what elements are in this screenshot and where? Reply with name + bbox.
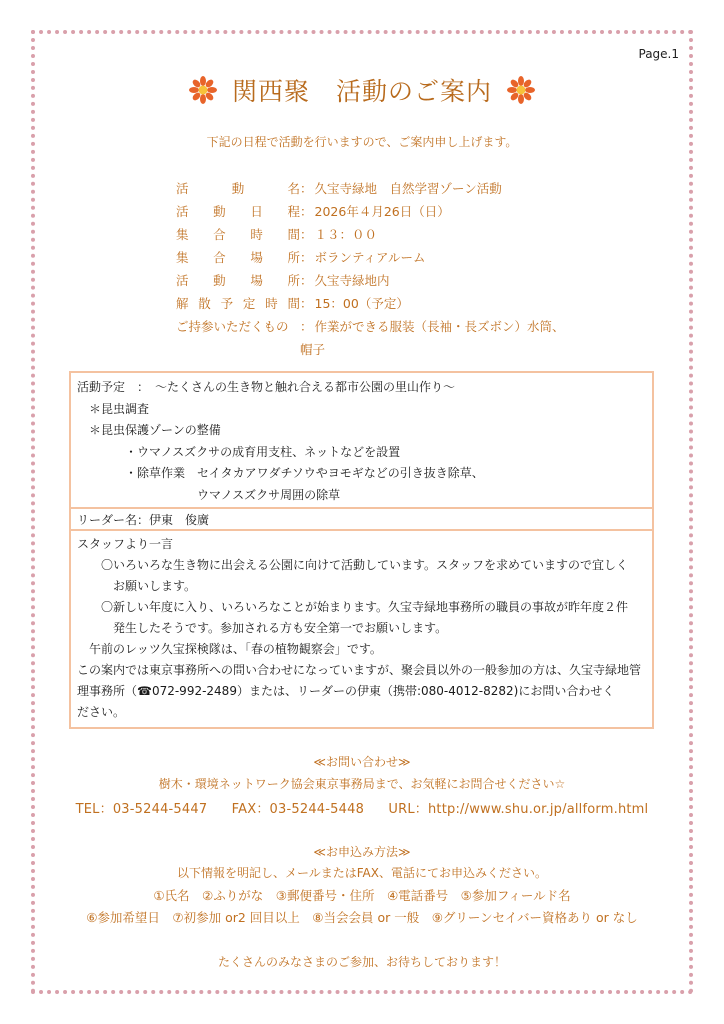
contact-heading: ≪お問い合わせ≫ xyxy=(313,755,411,769)
plan-line: ウマノスズクサ周囲の除草 xyxy=(77,487,341,502)
staff-message-box xyxy=(69,531,654,729)
detail-row-belongings-cont xyxy=(176,337,565,360)
detail-value: 久宝寺緑地 自然学習ゾーン活動 xyxy=(314,180,502,196)
detail-label: 活 動 日 程 xyxy=(176,203,300,219)
contact-numbers xyxy=(0,798,724,817)
plan-line: ＊昆虫調査 xyxy=(77,401,150,416)
detail-row-meet-place: 集 合 場 所 ： ボランティアルーム xyxy=(176,249,426,265)
staff-line: お願いします。 xyxy=(77,579,197,593)
apply-items-2: ⑥参加希望日 ⑦初参加 or2 回目以上 ⑧当会会員 or 一般 ⑨グリーンセイバー資格あり or なし xyxy=(86,910,638,925)
staff-line: 理事務所（☎072-992-2489）または、リーダーの伊東（携帯:080-4012-8282)にお問い合わせく xyxy=(77,684,615,698)
plan-line: 活動予定 ： ～たくさんの生き物と触れ合える都市公園の里山作り～ xyxy=(77,380,456,394)
detail-value: 帽子 xyxy=(300,341,326,357)
detail-value: １３：００ xyxy=(314,226,378,242)
detail-value: 久宝寺緑地内 xyxy=(314,272,390,288)
intro-text: 下記の日程で活動を行いますので、ご案内申し上げます。 xyxy=(206,135,518,149)
detail-label: 集 合 時 間 xyxy=(176,226,300,242)
title-row xyxy=(0,70,724,110)
leader-box xyxy=(69,509,654,531)
detail-row-activity-place: 活 動 場 所 ： 久宝寺緑地内 xyxy=(176,272,390,288)
detail-label: 活 動 場 所 xyxy=(176,272,300,288)
detail-row-date: 活 動 日 程 ： 2026年４月26日（日） xyxy=(176,203,450,219)
page-title: 関西聚 活動のご案内 xyxy=(231,77,492,106)
detail-value: 15：00（予定） xyxy=(314,295,409,311)
closing-message: たくさんのみなさまのご参加、お待ちしております！ xyxy=(217,955,506,969)
plan-line: ・除草作業 セイタカアワダチソウやヨモギなどの引き抜き除草、 xyxy=(77,466,484,480)
website-link[interactable]: URL：http://www.shu.or.jp/allform.html xyxy=(388,802,649,817)
plan-line: ＊昆虫保護ゾーンの整備 xyxy=(77,423,221,437)
detail-value: 2026年４月26日（日） xyxy=(314,203,450,219)
detail-label: ご持参いただくもの xyxy=(176,318,289,334)
event-details xyxy=(176,176,565,360)
apply-heading: ≪お申込み方法≫ xyxy=(313,845,411,859)
flower-icon xyxy=(506,75,536,105)
activity-plan-box xyxy=(69,371,654,509)
staff-line: この案内では東京事務所への問い合わせになっていますが、聚会員以外の一般参加の方は、久宝寺緑地管 xyxy=(77,663,642,677)
apply-items-1: ①氏名 ②ふりがな ③郵便番号・住所 ④電話番号 ⑤参加フィールド名 xyxy=(153,888,571,903)
detail-value: ボランティアルーム xyxy=(314,249,426,265)
staff-line: スタッフより一言 xyxy=(77,537,174,551)
staff-line: 発生したそうです。参加される方も安全第一でお願いします。 xyxy=(77,621,448,635)
detail-row-belongings: ご持参いただくもの ： 作業ができる服装（長袖・長ズボン）水筒、 xyxy=(176,318,565,334)
detail-label: 解 散 予 定 時 間 xyxy=(176,295,300,311)
detail-row-activity-name: 活 動 名 ： 久宝寺緑地 自然学習ゾーン活動 xyxy=(176,180,502,196)
fax-number: FAX：03-5244-5448 xyxy=(231,802,365,817)
staff-line: 午前のレッツ久宝探検隊は、「春の植物観察会」です。 xyxy=(77,642,382,656)
leader-name: リーダー名：伊東 俊廣 xyxy=(77,513,210,527)
staff-line: ださい。 xyxy=(77,705,126,719)
plan-line: ・ウマノスズクサの成育用支柱、ネットなどを設置 xyxy=(77,444,401,459)
staff-line: 〇新しい年度に入り、いろいろなことが始まります。久宝寺緑地事務所の職員の事故が昨年度２件 xyxy=(77,600,629,614)
flower-icon xyxy=(188,75,218,105)
detail-label: 活 動 名 xyxy=(176,180,300,196)
detail-value: 作業ができる服装（長袖・長ズボン）水筒、 xyxy=(314,318,565,334)
page-number: Page.1 xyxy=(638,47,679,61)
detail-label: 集 合 場 所 xyxy=(176,249,300,265)
staff-line: 〇いろいろな生き物に出会える公園に向けて活動しています。スタッフを求めていますので宜しく xyxy=(77,558,629,572)
contact-line: 樹木・環境ネットワーク協会東京事務局まで、お気軽にお問合せください☆ xyxy=(158,777,566,791)
apply-line: 以下情報を明記し、メールまたはFAX、電話にてお申込みください。 xyxy=(177,866,547,880)
detail-row-meet-time: 集 合 時 間 ： １３：００ xyxy=(176,226,378,242)
phone-number: TEL：03-5244-5447 xyxy=(75,802,208,817)
detail-row-dismissal: 解 散 予 定 時 間 ： 15：00（予定） xyxy=(176,295,409,311)
